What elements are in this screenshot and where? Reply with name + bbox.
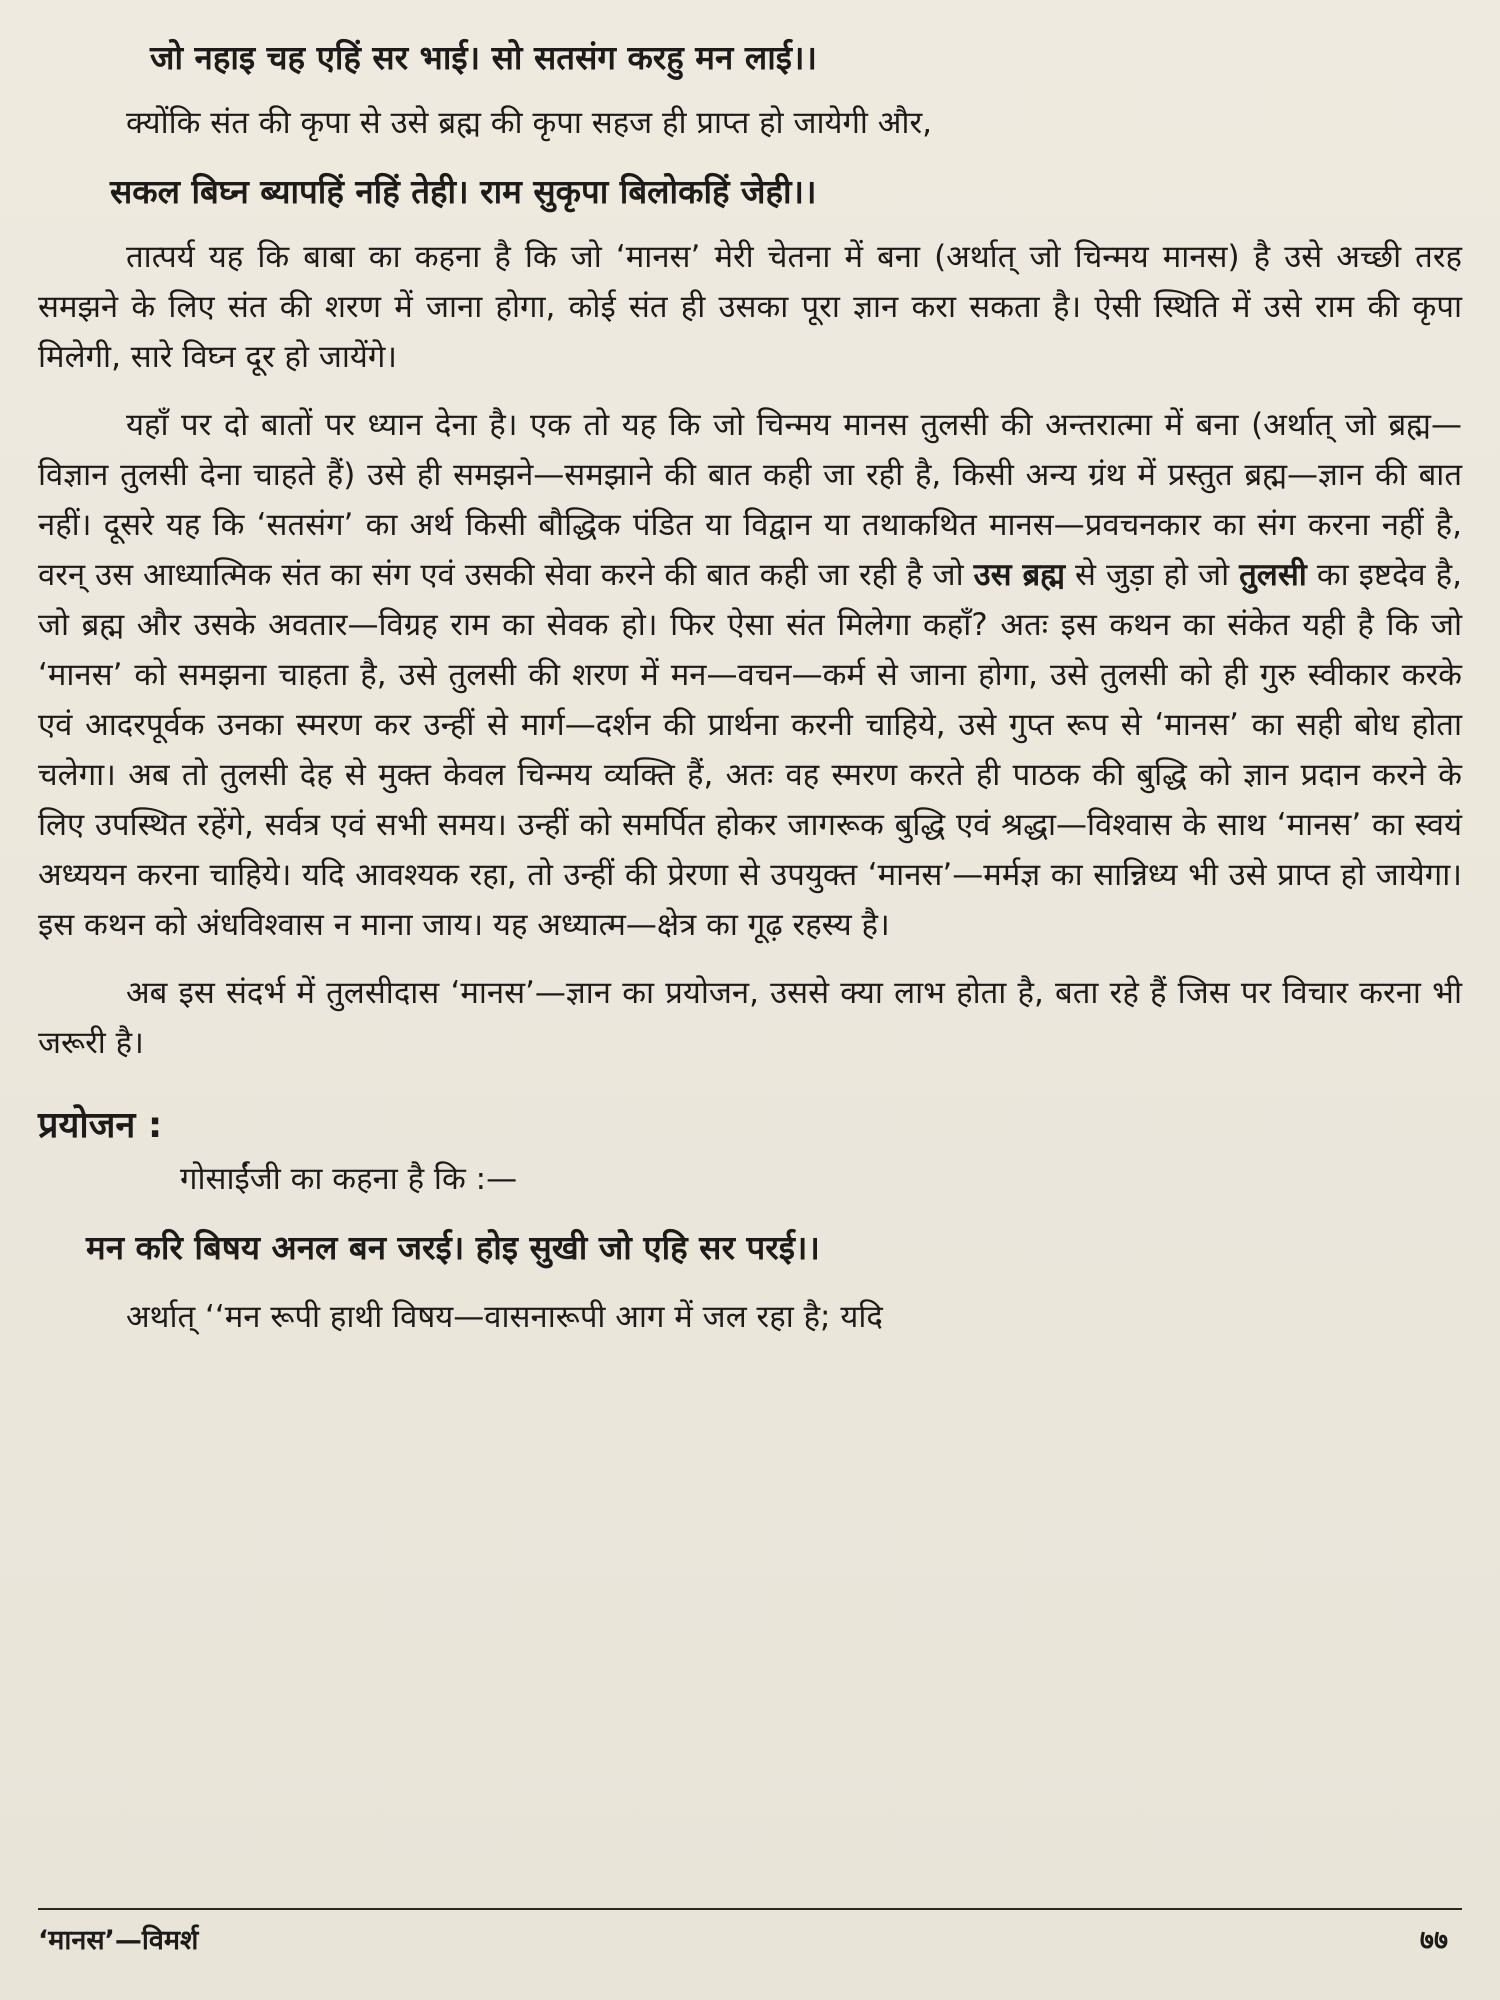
paragraph-3-bold-b: तुलसी <box>1239 557 1307 593</box>
paragraph-3-text-c: का इष्टदेव है, जो ब्रह्म और उसके अवतार—विग्रह राम का सेवक हो। फिर ऐसा संत मिलेगा कहाँ? अतः इस कथन का संकेत यही है कि जो ‘मानस’ को समझना चाहता है, उसे तुलसी की शरण में मन—वचन—कर्म से जाना होगा, उसे तुलसी को ही गुरु स्वीकार करके एवं आदरपूर्वक उनका स्मरण कर उन्हीं से मार्ग—दर्शन की प्रार्थना करनी चाहिये, उसे गुप्त रूप से ‘मानस’ का सही बोध होता चलेगा। अब तो तुलसी देह से मुक्त केवल चिन्मय व्यक्ति हैं, अतः वह स्मरण करते ही पाठक की बुद्धि को ज्ञान प्रदान करने के लिए उपस्थित रहेंगे, सर्वत्र एवं सभी समय। उन्हीं को समर्पित होकर जागरूक बुद्धि एवं श्रद्धा—विश्वास के साथ ‘मानस’ का स्वयं अध्ययन करना चाहिये। यदि आवश्यक रहा, तो उन्हीं की प्रेरणा से उपयुक्त ‘मानस’—मर्मज्ञ का सान्निध्य भी उसे प्राप्त हो जायेगा। इस कथन को अंधविश्वास न माना जाय। यह अध्यात्म—क्षेत्र का गूढ़ रहस्य है। <box>38 557 1462 943</box>
paragraph-5: अर्थात् ‘‘मन रूपी हाथी विषय—वासनारूपी आग में जल रहा है; यदि <box>126 1299 883 1335</box>
section-heading: प्रयोजन : <box>38 1105 163 1146</box>
paragraph-3-text-a: यहाँ पर दो बातों पर ध्यान देना है। एक तो यह कि जो चिन्मय मानस तुलसी की अन्तरात्मा में बना (अर्थात् जो ब्रह्म—विज्ञान तुलसी देना चाहते हैं) उसे ही समझने—समझाने की बात कही जा रही है, किसी अन्य ग्रंथ में प्रस्तुत ब्रह्म—ज्ञान की बात नहीं। दूसरे यह कि ‘सतसंग’ का अर्थ किसी बौद्धिक पंडित या विद्वान या तथाकथित मानस—प्रवचनकार का संग करना नहीं है, वरन् उस आध्यात्मिक संत का संग एवं उसकी सेवा करने की बात कही जा रही है जो <box>38 407 1462 593</box>
paragraph-3 <box>38 400 1462 950</box>
page-number: ७७ <box>1419 1925 1448 1956</box>
paragraph-2: तात्पर्य यह कि बाबा का कहना है कि जो ‘मानस’ मेरी चेतना में बना (अर्थात् जो चिन्मय मानस) है उसे अच्छी तरह समझने के लिए संत की शरण में जाना होगा, कोई संत ही उसका पूरा ज्ञान करा सकता है। ऐसी स्थिति में उसे राम की कृपा मिलेगी, सारे विघ्न दूर हो जायेंगे। <box>38 239 1462 375</box>
verse-couplet-1: जो नहाइ चह एहिं सर भाई। सो सतसंग करहु मन लाई।। <box>150 38 817 77</box>
paragraph-3-bold-a: उस ब्रह्म <box>973 557 1066 593</box>
section-intro: गोसाईंजी का कहना है कि :— <box>180 1161 518 1197</box>
footer-book-title: ‘मानस’—विमर्श <box>38 1925 199 1956</box>
paragraph-1: क्योंकि संत की कृपा से उसे ब्रह्म की कृपा सहज ही प्राप्त हो जायेगी और, <box>126 105 933 141</box>
verse-couplet-2: सकल बिघ्न ब्यापहिं नहिं तेही। राम सुकृपा बिलोकहिं जेही।। <box>110 172 817 211</box>
paragraph-4: अब इस संदर्भ में तुलसीदास ‘मानस’—ज्ञान का प्रयोजन, उससे क्या लाभ होता है, बता रहे हैं जिस पर विचार करना भी जरूरी है। <box>38 975 1462 1061</box>
verse-couplet-3: मन करि बिषय अनल बन जरई। होइ सुखी जो एहि सर परई।। <box>86 1228 820 1267</box>
footer-divider <box>38 1908 1462 1910</box>
paragraph-3-text-b: से जुड़ा हो जो <box>1075 557 1230 593</box>
